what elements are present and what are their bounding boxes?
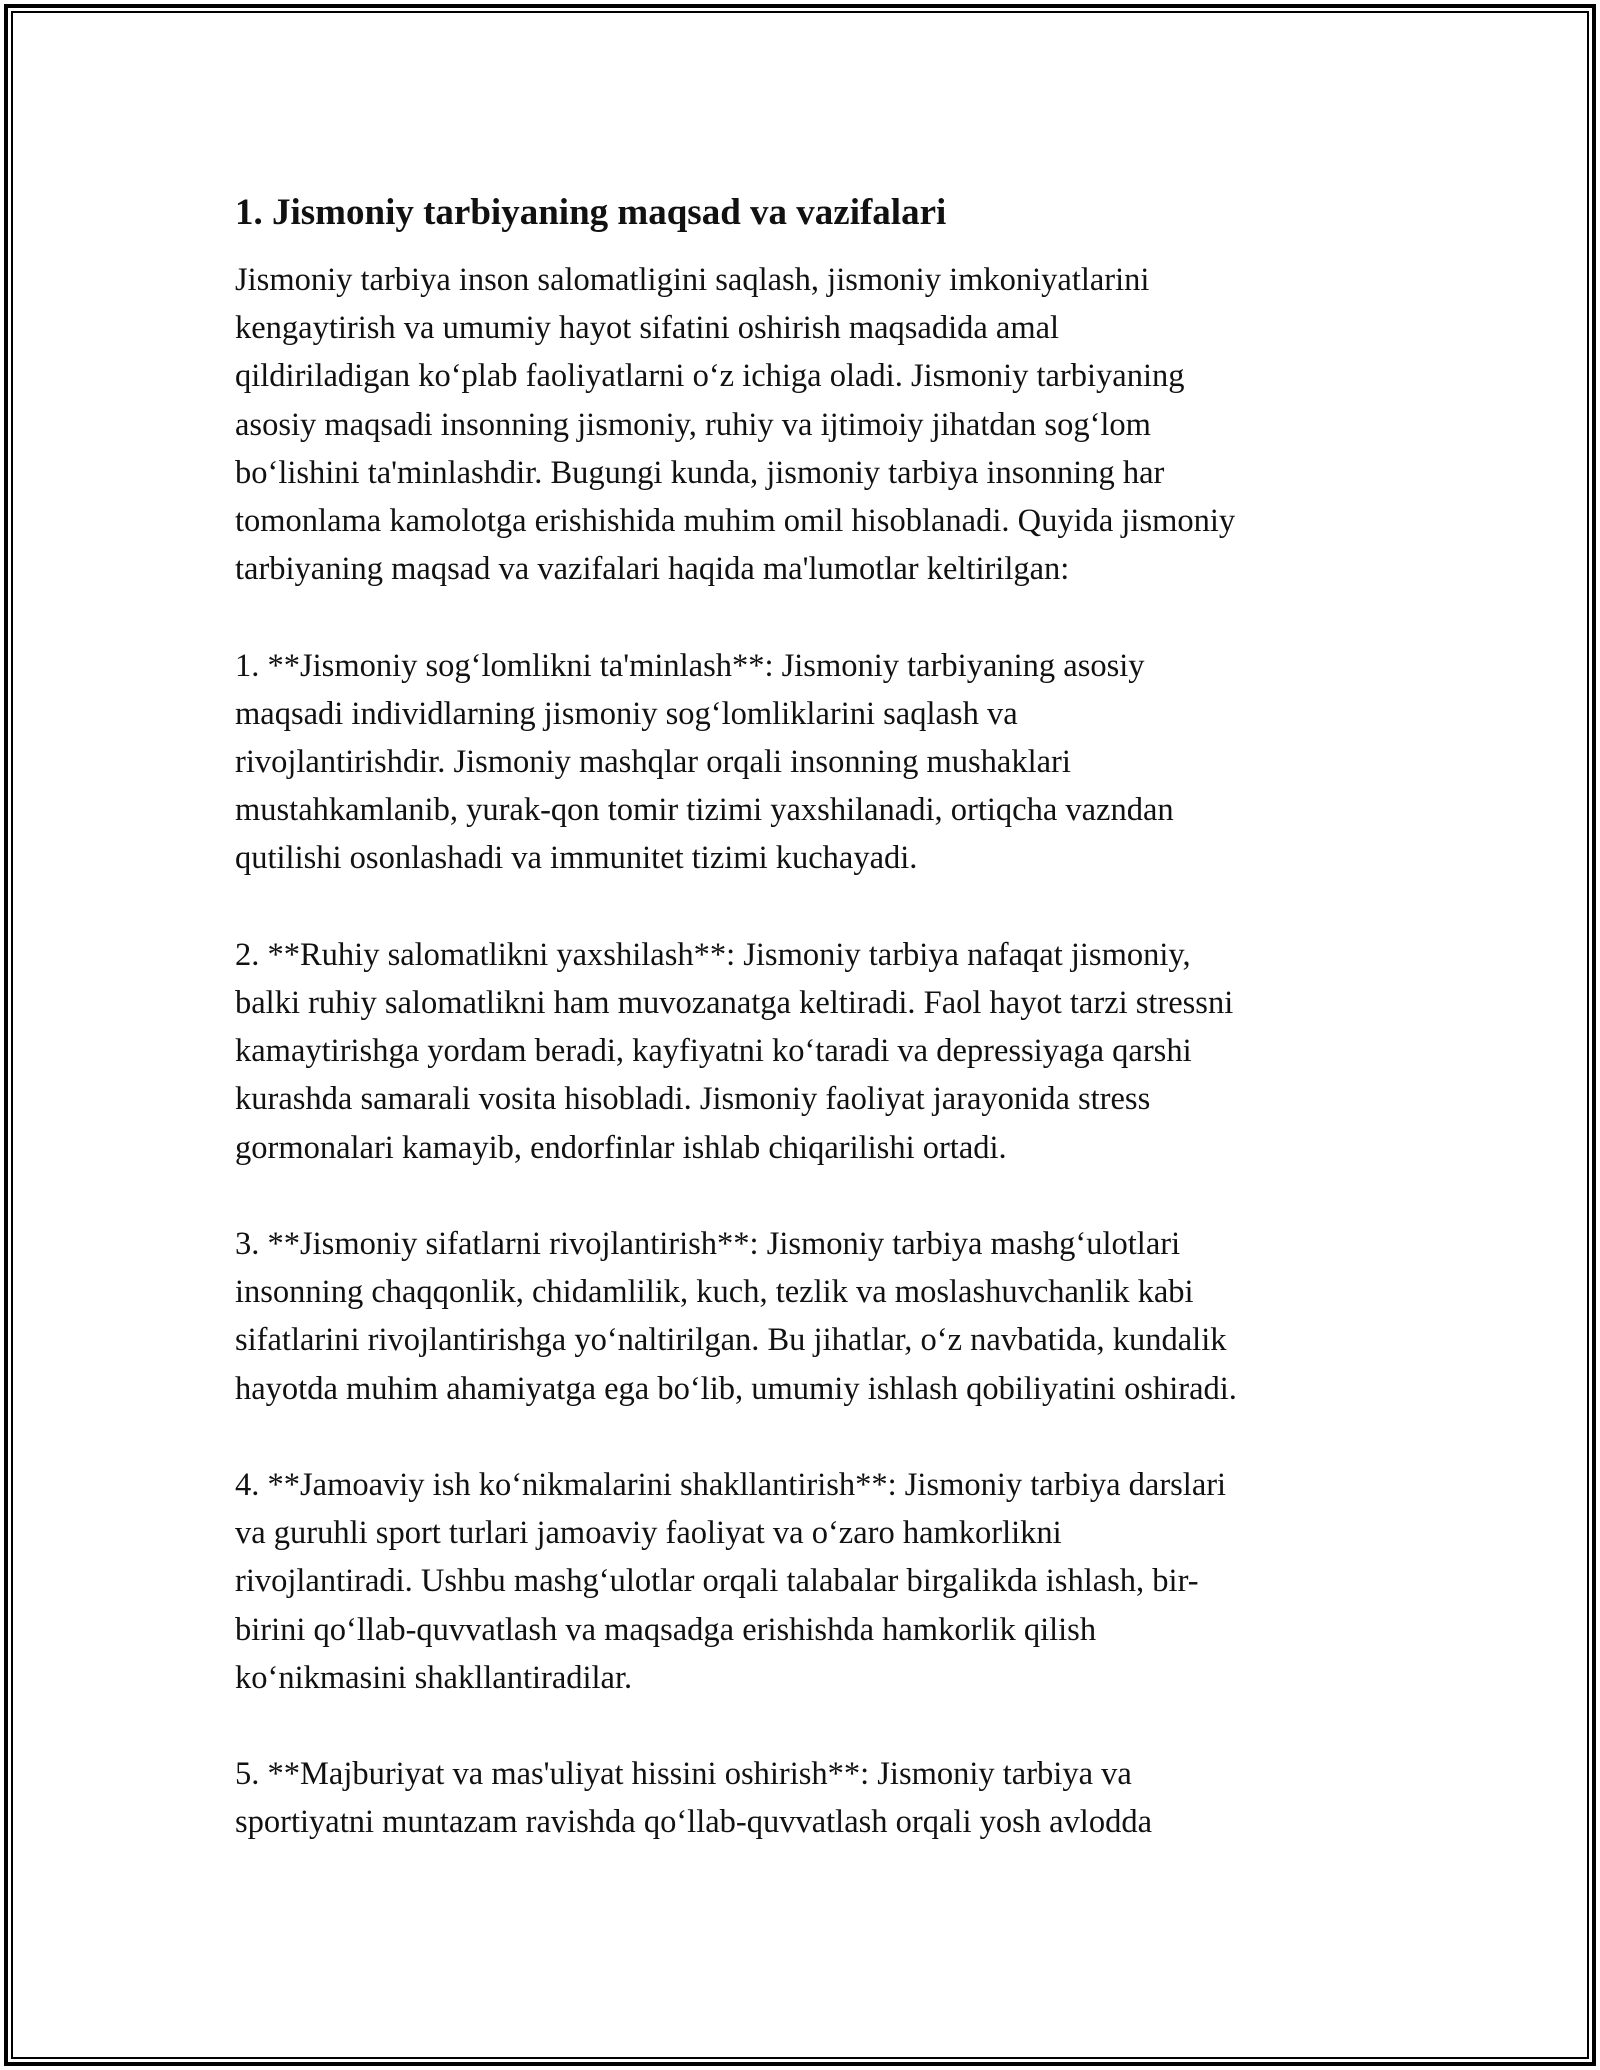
text-line: rivojlantiradi. Ushbu mashgʻulotlar orqali talabalar birgalikda ishlash, bir- (235, 1563, 1199, 1600)
text-line: kamaytirishga yordam beradi, kayfiyatni koʻtaradi va depressiyaga qarshi (235, 1033, 1192, 1070)
section-heading: 1. Jismoniy tarbiyaning maqsad va vazifalari (235, 192, 947, 233)
text-line: qildiriladigan koʻplab faoliyatlarni oʻz ichiga oladi. Jismoniy tarbiyaning (235, 358, 1185, 395)
text-line: sifatlarini rivojlantirishga yoʻnaltirilgan. Bu jihatlar, oʻz navbatida, kundalik (235, 1322, 1227, 1359)
text-line: insonning chaqqonlik, chidamlilik, kuch, tezlik va moslashuvchanlik kabi (235, 1274, 1194, 1311)
text-line: 2. **Ruhiy salomatlikni yaxshilash**: Jismoniy tarbiya nafaqat jismoniy, (235, 936, 1191, 973)
intro-paragraph (235, 256, 1385, 593)
text-line: gormonalari kamayib, endorfinlar ishlab chiqarilishi ortadi. (235, 1129, 1007, 1166)
text-line: asosiy maqsadi insonning jismoniy, ruhiy va ijtimoiy jihatdan sogʻlom (235, 406, 1151, 443)
text-line: hayotda muhim ahamiyatga ega boʻlib, umumiy ishlash qobiliyatini oshiradi. (235, 1370, 1237, 1407)
list-item-paragraph (235, 1461, 1385, 1702)
text-line: koʻnikmasini shakllantiradilar. (235, 1659, 633, 1696)
list-item-paragraph (235, 931, 1385, 1172)
list-item-paragraph (235, 642, 1385, 883)
text-line: kurashda samarali vosita hisobladi. Jismoniy faoliyat jarayonida stress (235, 1081, 1151, 1118)
text-line: 1. **Jismoniy sogʻlomlikni ta'minlash**: Jismoniy tarbiyaning asosiy (235, 647, 1145, 684)
text-line: balki ruhiy salomatlikni ham muvozanatga keltiradi. Faol hayot tarzi stressni (235, 985, 1234, 1022)
text-line: sportiyatni muntazam ravishda qoʻllab-quvvatlash orqali yosh avlodda (235, 1804, 1152, 1841)
text-line: tarbiyaning maqsad va vazifalari haqida ma'lumotlar keltirilgan: (235, 551, 1070, 588)
text-line: tomonlama kamolotga erishishida muhim omil hisoblanadi. Quyida jismoniy (235, 503, 1236, 540)
text-line: maqsadi individlarning jismoniy sogʻlomliklarini saqlash va (235, 695, 1018, 732)
text-line: Jismoniy tarbiya inson salomatligini saqlash, jismoniy imkoniyatlarini (235, 262, 1150, 298)
text-line: 3. **Jismoniy sifatlarni rivojlantirish**: Jismoniy tarbiya mashgʻulotlari (235, 1226, 1181, 1263)
text-line: va guruhli sport turlari jamoaviy faoliyat va oʻzaro hamkorlikni (235, 1515, 1062, 1552)
text-line: 5. **Majburiyat va mas'uliyat hissini oshirish**: Jismoniy tarbiya va (235, 1756, 1132, 1793)
document-body (235, 186, 1385, 1847)
text-line: 4. **Jamoaviy ish koʻnikmalarini shakllantirish**: Jismoniy tarbiya darslari (235, 1467, 1227, 1504)
text-line: birini qoʻllab-quvvatlash va maqsadga erishishda hamkorlik qilish (235, 1611, 1097, 1648)
list-item-paragraph (235, 1220, 1385, 1413)
list-item-paragraph (235, 1750, 1385, 1846)
text-line: mustahkamlanib, yurak-qon tomir tizimi yaxshilanadi, ortiqcha vazndan (235, 792, 1174, 829)
text-line: rivojlantirishdir. Jismoniy mashqlar orqali insonning mushaklari (235, 744, 1071, 781)
text-line: boʻlishini ta'minlashdir. Bugungi kunda, jismoniy tarbiya insonning har (235, 454, 1165, 491)
text-line: kengaytirish va umumiy hayot sifatini oshirish maqsadida amal (235, 310, 1060, 347)
text-line: qutilishi osonlashadi va immunitet tizimi kuchayadi. (235, 840, 918, 877)
